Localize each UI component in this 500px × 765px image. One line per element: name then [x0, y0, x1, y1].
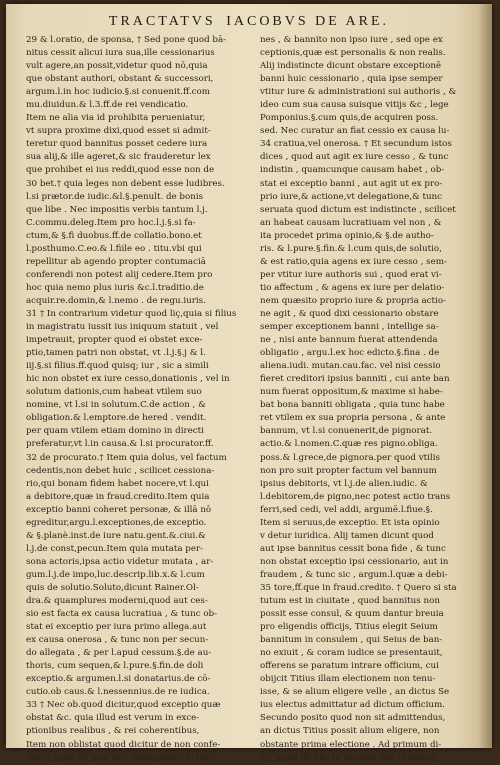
text-line: ius electus admittatur ad dictum officium. [260, 700, 445, 711]
text-line: thoris, cum sequen,& l.pure.§.fin.de doli [26, 661, 204, 672]
text-line: iij.§.si filius.ff.quod quisq; iur , sic a simili [26, 361, 209, 372]
text-line: conferendi non potest alij cedere.Item pro [26, 269, 213, 280]
text-line: hic non obstet ex iure cesso,donationis , vel in [26, 374, 230, 385]
text-line: sed. Nec curatur an fiat cessio ex causa lu- [260, 126, 450, 137]
text-line: 32 de procurato.† Item quia dolus, vel factum [26, 452, 227, 463]
text-line: & §.planè.inst.de iure natu.gent.&.ciui.& [26, 530, 206, 541]
text-line: solutum dationis,cum habeat vtilem suo [26, 387, 202, 398]
text-line: ceptionis,quæ est personalis & non realis. [260, 48, 446, 59]
text-line: nes , & bannito non ipso iure , sed ope ex [260, 35, 443, 45]
text-line: cedentis,non debet huic , scilicet cessiona- [26, 465, 215, 476]
text-line: possit esse consul, & quum dantur breuia [260, 609, 444, 620]
text-line: co, quod illi electo obstant iste rationes, [260, 752, 437, 763]
text-line: per vtitur iure authoris sui , quod erat vi- [260, 269, 442, 280]
text-line: nomine, vt l.si in solutum.C.de action , & [26, 400, 206, 411]
text-line: dra.& quamplures moderni,quod aut ces- [26, 596, 208, 607]
text-line: sio est facta ex causa lucratiua , & tunc ob- [26, 609, 218, 620]
book-page [6, 4, 492, 763]
text-line: dices , quod aut agit ex iure cesso , & tunc [260, 152, 449, 163]
text-line: bannum, vt l.si conuenerit,de pignorat. [260, 426, 433, 437]
text-line: do allegata , & per l.apud cessum.§.de au- [26, 648, 212, 659]
text-line: isse, & se alium eligere velle , an dictus Se [260, 687, 450, 698]
left-text-column [26, 34, 250, 763]
text-line: poss.& l.grece,de pignora.per quod vtilis [260, 452, 440, 463]
text-line: ne , nisi ante bannum fuerat attendenda [260, 335, 438, 346]
text-line: fieret creditori ipsius banniti , cui ante ban [260, 374, 450, 385]
text-line: l.j.de const,pecun.Item quia mutata per- [26, 543, 204, 554]
text-line: stat ei exceptio per iura primo allega.aut [26, 622, 207, 633]
text-line: per quam vtilem etiam domino in directi [26, 426, 204, 437]
text-line: Item si seruus,de exceptio. Et ista opinio [260, 517, 440, 528]
right-text-column [260, 34, 484, 763]
header-left: TRACTATVS [108, 14, 216, 29]
text-line: in magistratu iussit ius iniquum statuit , vel [26, 322, 219, 333]
text-line: an habeat causam lucratiuam vel non , & [260, 217, 442, 228]
text-line: ipsius debitoris, vt l.j.de alien.iudic. & [260, 478, 428, 489]
text-line: ita procedet prima opinio,& §.de autho- [260, 230, 434, 241]
text-line: sona actoris,ipsa actio videtur mutata , ar- [26, 556, 214, 567]
text-line: teretur quod bannitus posset cedere iura [26, 139, 208, 150]
text-line: que prohibet ei ius reddi,quod esse non de [26, 165, 215, 176]
text-line: ctum,& §.fi duobus.ff.de collatio.bono.et [26, 230, 202, 241]
text-line: obligatio , argu.l.ex hoc edicto.§.fina . de [260, 348, 440, 359]
text-line: seruata quod dictum est indistincte , scilicet [260, 204, 456, 215]
text-line: preferatur,vt l.in causa.& l.si procurator.ff. [26, 439, 214, 450]
text-line: nem quæsito proprio iure & propria actio- [260, 295, 446, 306]
text-line: argum.l.in hoc iudicio.§.si conuenit.ff.com [26, 87, 210, 98]
text-line: banni huic cessionario , quia ipse semper [260, 74, 443, 85]
text-line: acquir.re.domin,& l.nemo . de regu.iuris. [26, 295, 206, 306]
text-line: ptionibus realibus , & rei coherentibus, [26, 726, 200, 737]
text-line: 34 cratiua,vel onerosa. † Et secundum istos [260, 139, 452, 150]
text-line: stat ei exceptio banni , aut agit ut ex pro- [260, 178, 443, 189]
text-line: vt supra proxime dixi,quod esset si admit- [26, 126, 211, 137]
text-line: ferri,sed cedi, vel addi, argumē.l.fiue.§. [260, 504, 433, 515]
text-line: 31 † In contrarium videtur quod liç,quia si filius [26, 308, 237, 319]
text-line: C.commu.deleg.Item pro hoc.l.j.§.si fa- [26, 217, 196, 228]
text-line: vult agere,an possit,videtur quod nō,quia [26, 61, 208, 72]
text-line: exceptio banni coheret personæ, & illā nō [26, 504, 212, 515]
text-line: ne agit , & quod dixi cessionario obstare [260, 308, 439, 319]
text-line: offerens se paratum intrare officium, cui [260, 661, 439, 672]
text-line: repellitur ab agendo propter contumaciā [26, 256, 206, 267]
text-line: aut ipse bannitus cessit bona fide , & tunc [260, 543, 446, 554]
text-line: pro eligendis officijs, Titius elegit Seium [260, 622, 438, 633]
text-line: gum.l.j.de impo,luc.descrip.lib.x.& l.cum [26, 569, 205, 580]
text-line: semper exceptionem banni , intellige sa- [260, 322, 439, 333]
text-line: 29 & l.oratio, de sponsa, † Sed pone quod bā- [26, 35, 227, 45]
text-line: Item ne alia via id prohibita perueniatur, [26, 113, 206, 124]
text-line: que obstant authori, obstant & successori, [26, 74, 214, 85]
text-line: tutum est in ciuitate , quod bannitus non [260, 596, 440, 607]
text-line: bat bona banniti obligata , quia tunc habe [260, 400, 445, 411]
text-line: ptio,tamen patri non obstat, vt .l.j.§.j & l. [26, 348, 206, 359]
text-line: hoc quia nemo plus iuris &c.l.traditio.de [26, 282, 204, 293]
text-line: impetrauit, propter quod ei obstet exce- [26, 335, 203, 346]
text-line: non pro suit propter factum vel bannum [260, 465, 437, 476]
text-line: an dictus Titius possit alium eligere, non [260, 726, 440, 737]
text-line: cutio.ob caus.& l.nessennius.de re iudica. [26, 687, 210, 698]
text-line: vtitur iure & administrationi sui authoris , & [260, 87, 457, 98]
text-line: actio.& l.nomen.C.quæ res pigno.obliga. [260, 439, 438, 450]
text-line: indistin , quamcunque causam habet , ob- [260, 165, 445, 176]
text-line: l.debitorem,de pigno,nec potest actio trans [260, 491, 451, 502]
text-line: no exiuit , & coram iudice se presentauit, [260, 648, 443, 659]
text-line: Secundo posito quod non sit admittendus, [260, 713, 446, 724]
text-line: rio,qui bonam fidem habet nocere,vt l.qui [26, 478, 209, 489]
text-line: exceptio.& argumen.l.si donatarius.de cō- [26, 674, 211, 685]
text-line: obligation.& l.emptore.de hered . vendit. [26, 413, 207, 424]
text-line: ris. & l.pure.§.fin.& l.cum quis,de solutio, [260, 243, 442, 254]
text-line: l.si prætor.de iudic.&l.§.penult. de bonis [26, 191, 204, 202]
text-line: ideo cum sua causa suisque vitijs &c , lege [260, 100, 449, 111]
text-line: rente, quia illi ipso iure denegantur actio- [26, 752, 211, 763]
text-line: mu.diuidun.& l.3.ff.de rei vendicatio. [26, 100, 189, 111]
text-line: Pomponius.§.cum quis,de acquiren poss. [260, 113, 439, 124]
text-line: ret vtilem ex sua propria persona , & ante [260, 413, 446, 424]
text-line: obijcit Titius illam electionem non tenu- [260, 674, 436, 685]
text-line: fraudem , & tunc sic , argum.l.quæ a debi- [260, 569, 448, 580]
text-line: tio affectum , & agens ex iure per delatio- [260, 282, 445, 293]
text-line: l.posthumo.C.eo.& l.fiile eo . titu.vbi qui [26, 243, 202, 254]
text-line: 30 bet.† quia leges non debent esse ludibres. [26, 178, 225, 189]
text-line: num fuerat oppositum,& maxime si habe- [260, 387, 443, 398]
text-line: 33 † Nec ob.quod dicitur,quod exceptio quæ [26, 700, 221, 711]
text-line: non obstat exceptio ipsi cessionario, aut in [260, 556, 449, 567]
header-right: IACOBVS DE ARE. [226, 14, 390, 29]
text-line: v detur iuridica. Alij tamen dicunt quod [260, 530, 434, 541]
text-line: Alij indistincte dicunt obstare exceptionē [260, 61, 442, 72]
text-line: aliena.iudi. mutan.cau.fac. vel nisi cessio [260, 361, 441, 372]
text-line: Item non oblistat quod dicitur de non confe- [26, 739, 221, 750]
text-line: 35 tore,ff.que in fraud.credito. † Quero si sta [260, 582, 457, 593]
text-line: que libe . Nec impositis verbis tantum l.j. [26, 204, 208, 215]
text-line: & est ratio,quia agens ex iure cesso , sem- [260, 256, 447, 267]
running-header [6, 14, 492, 30]
text-line: ex causa onerosa , & tunc non per secun- [26, 635, 209, 646]
text-line: a debitore,quæ in fraud.credito.Item quia [26, 491, 210, 502]
text-line: sua alij,& ille ageret,& sic frauderetur lex [26, 152, 211, 163]
text-line: obstat &c. quia illud est verum in exce- [26, 713, 200, 724]
text-line: obstante prima electione . Ad primum di- [260, 739, 442, 750]
text-line: prio iure,& actione,vt delegatione,& tunc [260, 191, 443, 202]
text-line: quis de solutio.Soluto,dicunt Rainer.Ol- [26, 582, 199, 593]
text-line: nitus cessit alicui iura sua,ille cessionarius [26, 48, 215, 59]
text-line: egreditur,argu.l.exceptiones,de exceptio. [26, 517, 207, 528]
text-line: bannitum in consulem , qui Seius de ban- [260, 635, 443, 646]
